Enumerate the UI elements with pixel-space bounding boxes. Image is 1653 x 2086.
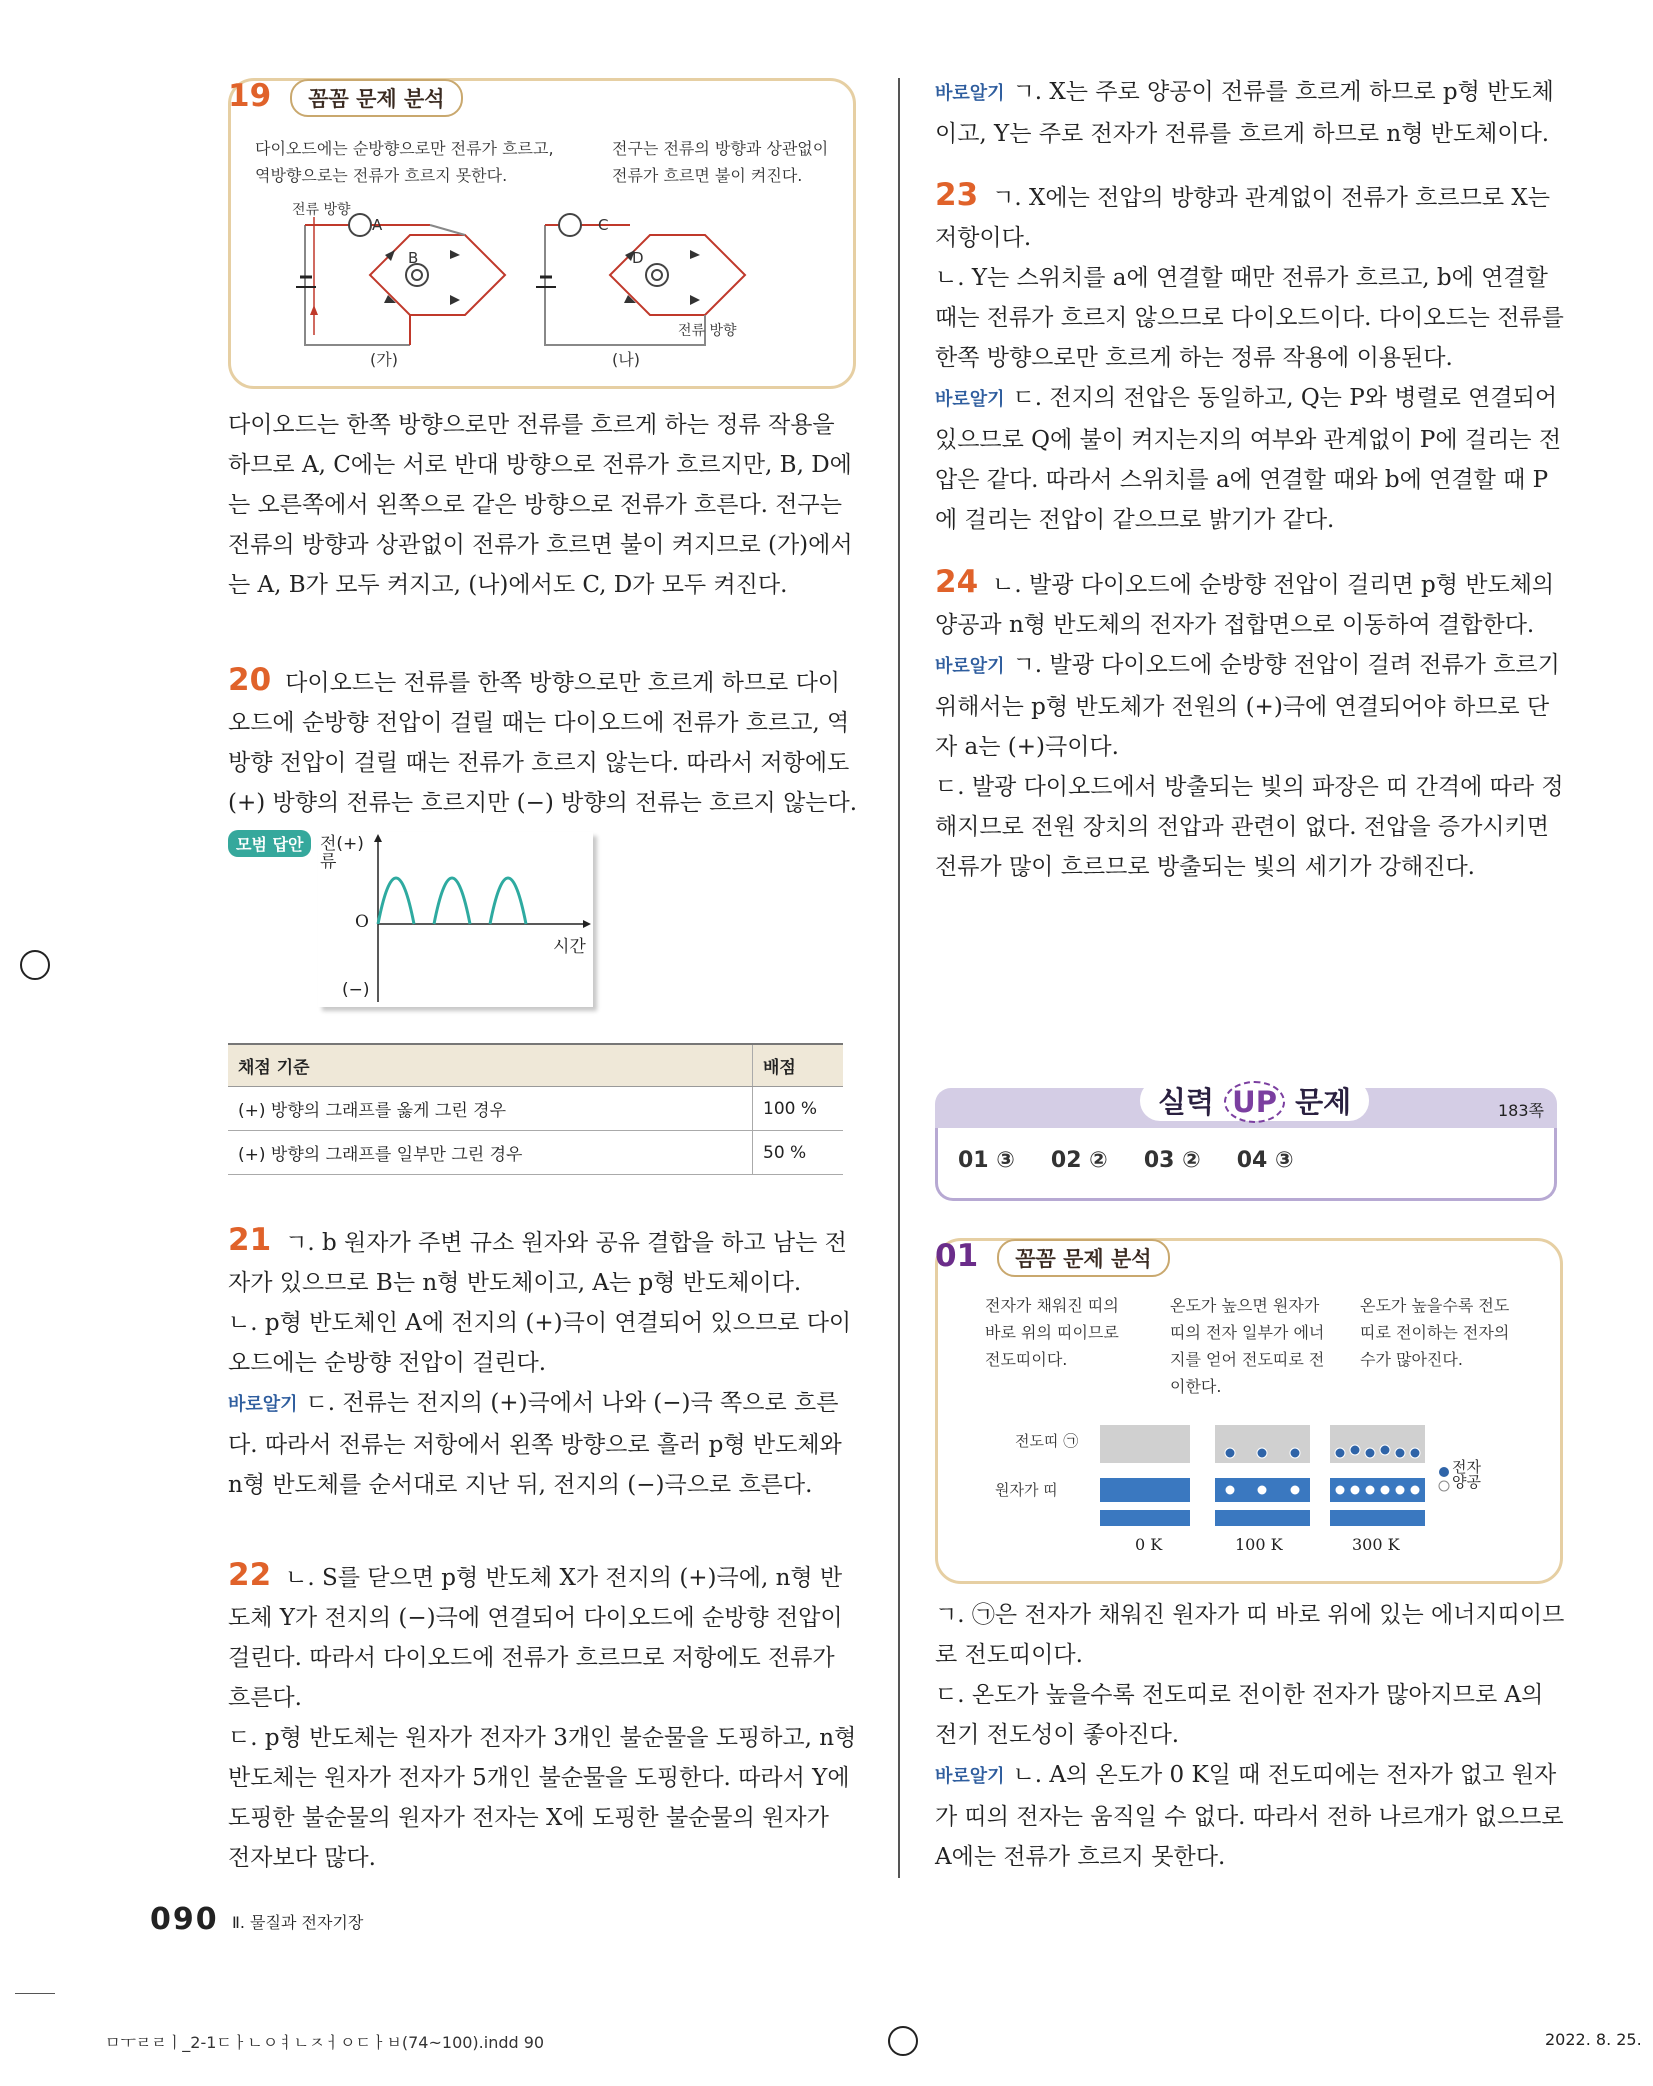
column-divider bbox=[898, 78, 900, 1878]
temp-100K: 100 K bbox=[1235, 1535, 1283, 1554]
table-row: (+) 방향의 그래프를 일부만 그린 경우 50 % bbox=[228, 1131, 843, 1175]
label-valence-band: 원자가 띠 bbox=[995, 1481, 1058, 1499]
question-number: 20 bbox=[228, 662, 272, 698]
analysis-tab: 꼼꼼 문제 분석 bbox=[290, 79, 462, 117]
print-rule bbox=[15, 1993, 55, 1994]
label-C: C bbox=[598, 216, 609, 234]
temp-0K: 0 K bbox=[1135, 1535, 1163, 1554]
label-B: B bbox=[408, 249, 419, 267]
q24: 24 ㄴ. 발광 다이오드에 순방향 전압이 걸리면 p형 반도체의 양공과 n형 반도체의 전자가 접합면으로 이동하여 결합한다. 바로알기 ㄱ. 발광 다이오드에 순방향 전압이 걸려 전류가 흐르기 위해서는 p형 반도체가 전원의 (+)극에 연결되어야 하므로 단자 a는 (+)극이다. ㄷ. 발광 다이오드에서 방출되는 빛의 파장은 띠 간격에 따라 정해지므로 전원 장치의 전압과 관련이 없다. 전압을 증가시키면 전류가 많이 흐르므로 방출되는 빛의 세기가 강해진다. bbox=[935, 564, 1564, 880]
label-conduction-band: 전도띠 ㉠ bbox=[1015, 1432, 1079, 1450]
q01-header: 01 꼼꼼 문제 분석 bbox=[935, 1238, 1170, 1277]
graph-xlabel: 시간 bbox=[553, 937, 586, 957]
q19-body: 다이오드는 한쪽 방향으로만 전류를 흐르게 하는 정류 작용을 하므로 A, C에는 서로 반대 방향으로 전류가 흐르지만, B, D에는 오른쪽에서 왼쪽으로 같은 방향으로 전류가 흐른다. 전구는 전류의 방향과 상관없이 전류가 흐르면 불이 켜지므로 (가)에서는 A, B가 모두 켜지고, (나)에서도 C, D가 모두 켜진다. bbox=[228, 412, 853, 598]
label-D: D bbox=[632, 249, 644, 267]
note-2: 온도가 높으면 원자가 띠의 전자 일부가 에너 지를 얻어 전도띠로 전 이한다. bbox=[1170, 1296, 1325, 1396]
table-row: (+) 방향의 그래프를 옳게 그린 경우 100 % bbox=[228, 1087, 843, 1131]
circuit-ga bbox=[296, 214, 505, 345]
scoring-table bbox=[228, 1043, 843, 1175]
q19-note-right: 전구는 전류의 방향과 상관없이 전류가 흐르면 불이 켜진다. bbox=[612, 139, 829, 185]
label-A: A bbox=[372, 216, 383, 234]
skill-up-title: 실력 UP 문제 bbox=[1140, 1080, 1369, 1121]
header-criteria: 채점 기준 bbox=[228, 1044, 753, 1087]
graph-origin: O bbox=[355, 912, 369, 932]
note-1: 전자가 채워진 띠의 바로 위의 띠이므로 전도띠이다. bbox=[985, 1296, 1119, 1369]
q19-header bbox=[228, 78, 463, 117]
print-date: 2022. 8. 25. bbox=[1545, 2030, 1642, 2049]
file-info: ㅁㅜㄹㄹㅣ_2-1ㄷㅏㄴㅇㅕㄴㅈㅓㅇㄷㅏㅂ(74~100).indd 90 bbox=[105, 2033, 545, 2052]
q23: 23 ㄱ. X에는 전압의 방향과 관계없이 전류가 흐르므로 X는 저항이다. ㄴ. Y는 스위치를 a에 연결할 때만 전류가 흐르고, b에 연결할 때는 전류가 흐르지 않으므로 다이오드이다. 다이오드는 전류를 한쪽 방향으로만 흐르게 하는 정류 작용에 이용된다. 바로알기 ㄷ. 전지의 전압은 동일하고, Q는 P와 병렬로 연결되어 있으므로 Q에 불이 켜지는지의 여부와 관계없이 P에 걸리는 전압은 같다. 따라서 스위치를 a에 연결할 때와 b에 연결할 때 P에 걸리는 전압이 같으므로 밝기가 같다. bbox=[935, 177, 1564, 533]
label-current-dir: 전류 방향 bbox=[292, 202, 351, 218]
model-answer-tag: 모범 답안 bbox=[228, 830, 311, 857]
rectified-wave bbox=[378, 878, 526, 924]
bulb-A bbox=[349, 214, 371, 236]
q19-note-left: 다이오드에는 순방향으로만 전류가 흐르고, 역방향으로는 전류가 흐르지 못한다. bbox=[255, 139, 554, 185]
answer-key: 01 ③ 02 ② 03 ② 04 ③ bbox=[958, 1148, 1294, 1173]
caption-na: (나) bbox=[612, 350, 640, 369]
q22-continued: 바로알기 ㄱ. X는 주로 양공이 전류를 흐르게 하므로 p형 반도체이고, Y는 주로 전자가 전류를 흐르게 하므로 n형 반도체이다. bbox=[935, 79, 1554, 147]
label-current-dir-2: 전류 방향 bbox=[678, 323, 737, 339]
bulb-D bbox=[646, 264, 668, 286]
registration-mark-left bbox=[20, 950, 50, 980]
graph-ylabel: 전(+) 류 bbox=[320, 834, 364, 872]
q22: 22 ㄴ. S를 닫으면 p형 반도체 X가 전지의 (+)극에, n형 반도체 Y가 전지의 (−)극에 연결되어 다이오드에 순방향 전압이 걸린다. 따라서 다이오드에 전류가 흐르므로 저항에도 전류가 흐른다. ㄷ. p형 반도체는 원자가 전자가 3개인 불순물을 도핑하고, n형 반도체는 원자가 전자가 5개인 불순물을 도핑한다. 따라서 Y에 도핑한 불순물의 원자가 전자는 X에 도핑한 불순물의 원자가 전자보다 많다. bbox=[228, 1557, 857, 1871]
caption-ga: (가) bbox=[370, 350, 398, 369]
energy-band-diagram bbox=[1090, 1420, 1510, 1540]
temp-300K: 300 K bbox=[1352, 1535, 1400, 1554]
q20-body: 20 다이오드는 전류를 한쪽 방향으로만 흐르게 하므로 다이오드에 순방향 전압이 걸릴 때는 다이오드에 전류가 흐르고, 역방향 전압이 걸릴 때는 전류가 흐르지 않는다. 따라서 저항에도 (+) 방향의 전류는 흐르지만 (−) 방향의 전류는 흐르지 않는다. bbox=[228, 662, 858, 816]
hint-label: 바로알기 bbox=[228, 1394, 298, 1415]
question-number: 19 bbox=[228, 78, 272, 114]
q21: 21 ㄱ. b 원자가 주변 규소 원자와 공유 결합을 하고 남는 전자가 있으므로 B는 n형 반도체이고, A는 p형 반도체이다. ㄴ. p형 반도체인 A에 전지의 (+)극이 연결되어 있으므로 다이오드에는 순방향 전압이 걸린다. 바로알기 ㄷ. 전류는 전지의 (+)극에서 나와 (−)극 쪽으로 흐른다. 따라서 전류는 저항에서 왼쪽 방향으로 흘러 p형 반도체와 n형 반도체를 순서대로 지난 뒤, 전지의 (−)극으로 흐른다. bbox=[228, 1222, 852, 1498]
skill-up-page-ref: 183쪽 bbox=[1498, 1101, 1544, 1120]
bulb-C bbox=[559, 214, 581, 236]
q01-body: ㄱ. ㉠은 전자가 채워진 원자가 띠 바로 위에 있는 에너지띠이므로 전도띠이다. ㄷ. 온도가 높을수록 전도띠로 전이한 전자가 많아지므로 A의 전기 전도성이 좋아진다. 바로알기 ㄴ. A의 온도가 0 K일 때 전도띠에는 전자가 없고 원자가 띠의 전자는 움직일 수 없다. 따라서 전하 나르개가 없으므로 A에는 전류가 흐르지 못한다. bbox=[935, 1602, 1565, 1870]
registration-mark-bottom bbox=[888, 2026, 918, 2056]
legend: 전자 양공 bbox=[1452, 1458, 1481, 1491]
graph-negative: (−) bbox=[342, 980, 370, 1000]
note-3: 온도가 높을수록 전도 띠로 전이하는 전자의 수가 많아진다. bbox=[1360, 1296, 1510, 1369]
chapter-title: Ⅱ. 물질과 전자기장 bbox=[232, 1913, 364, 1932]
page-number: 090 bbox=[150, 1902, 219, 1937]
header-points: 배점 bbox=[753, 1044, 844, 1087]
